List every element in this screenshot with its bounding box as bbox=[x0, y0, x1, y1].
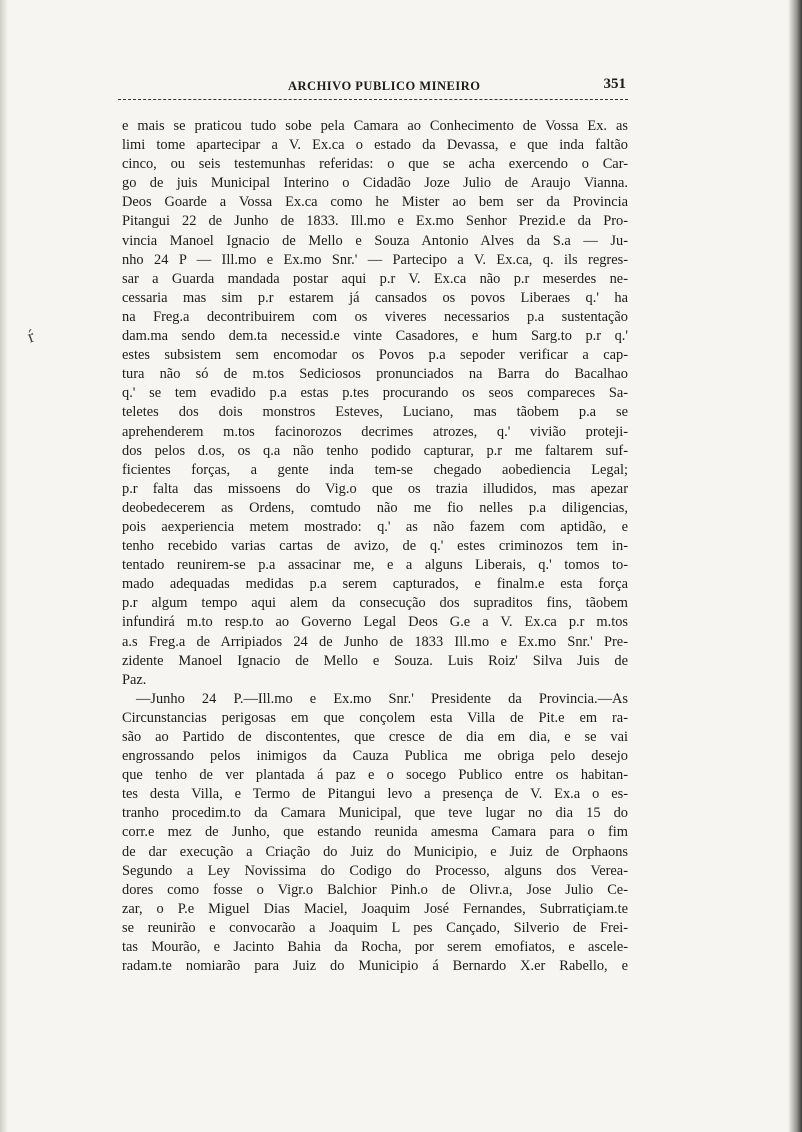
text-line: engrossando pelos inimigos da Cauza Publica me obriga pelo desejo bbox=[122, 748, 628, 765]
text-line: vincia Manoel Ignacio de Mello e Souza Antonio Alves da S.a — Ju- bbox=[122, 232, 628, 249]
text-line: dam.ma sendo dem.ta necessid.e vinte Casadores, e hum Sarg.to p.r q.' bbox=[122, 328, 628, 345]
page-edge-right bbox=[788, 0, 802, 1132]
text-line: pois aexperiencia metem mostrado: q.' as não fazem com aptidão, e bbox=[122, 518, 628, 535]
text-line: go de juis Municipal Interino o Cidadão Joze Julio de Araujo Vianna. bbox=[122, 175, 628, 192]
text-line: dores como fosse o Vigr.o Balchior Pinh.o de Olivr.a, Jose Julio Ce- bbox=[122, 881, 628, 898]
text-line: dos pelos d.os, os q.a não tenho podido capturar, p.r me faltarem suf- bbox=[122, 442, 628, 459]
text-line: corr.e mez de Junho, que estando reunida amesma Camara para o fim bbox=[122, 824, 628, 841]
text-line: são ao Partido de discontentes, que cresce de dia em dia, e se vai bbox=[122, 729, 628, 745]
text-line: se reunirão e convocarão a Joaquim L pes Cançado, Silverio de Frei- bbox=[122, 919, 628, 936]
text-line: p.r falta das missoens do Vig.o que os trazia illudidos, mas apezar bbox=[122, 480, 628, 497]
text-line: e mais se praticou tudo sobe pela Camara ao Conhecimento de Vossa Ex. as bbox=[122, 118, 628, 134]
text-line: sar a Guarda mandada postar aqui p.r V. Ex.ca não p.r meserdes ne- bbox=[122, 270, 628, 287]
header-rule bbox=[118, 99, 628, 100]
page-edge-left bbox=[0, 0, 8, 1132]
text-line: nho 24 P — Ill.mo e Ex.mo Snr.' — Partecipo a V. Ex.ca, q. ils regres- bbox=[122, 251, 628, 268]
text-line: teletes dos dois monstros Esteves, Luciano, mas tãobem p.a se bbox=[122, 404, 628, 421]
text-line: aprehenderem m.tos facinorozos decrimes atrozes, q.' vivião proteji- bbox=[122, 423, 628, 440]
body-text bbox=[122, 117, 628, 976]
text-line: zar, o P.e Miguel Dias Maciel, Joaquim José Fernandes, Subrratiçiam.te bbox=[122, 900, 628, 917]
margin-mark: ŕ bbox=[24, 325, 38, 347]
text-line: cinco, ou seis testemunhas referidas: o que se acha exercendo o Car- bbox=[122, 156, 628, 173]
text-line: Circunstancias perigosas em que conçolem esta Villa de Pit.e em ra- bbox=[122, 709, 628, 726]
text-line: p.r algum tempo aqui alem da consecução dos supraditos fins, tãobem bbox=[122, 595, 628, 612]
text-line: ficientes forças, a gente inda tem-se chegado aobediencia Legal; bbox=[122, 461, 628, 478]
text-line: tura não só de m.tos Sediciosos pronunciados na Barra do Bacalhao bbox=[122, 366, 628, 383]
text-line: Segundo a Ley Novissima do Codigo do Processo, alguns dos Verea- bbox=[122, 862, 628, 879]
text-line: Deos Goarde a Vossa Ex.ca como he Mister ao bem ser da Provincia bbox=[122, 194, 628, 211]
text-line: estes subsistem sem encomodar os Povos p.a sepoder verificar a cap- bbox=[122, 347, 628, 364]
text-line: que tenho de ver plantada á paz e o socego Publico entre os habitan- bbox=[122, 767, 628, 784]
text-line: a.s Freg.a de Arripiados 24 de Junho de 1833 Ill.mo e Ex.mo Snr.' Pre- bbox=[122, 633, 628, 650]
text-line: na Freg.a decontribuirem com os viveres necessarios p.a sustentação bbox=[122, 308, 628, 325]
text-line: mado adequadas medidas p.a serem capturados, e finalm.e esta força bbox=[122, 576, 628, 593]
text-line: tentado reunirem-se p.a assacinar me, e a alguns Liberais, q.' tomos to- bbox=[122, 557, 628, 574]
text-line: tes desta Villa, e Termo de Pitangui levo a presença de V. Ex.a o es- bbox=[122, 786, 628, 803]
text-line: infundirá m.to resp.to ao Governo Legal Deos G.e a V. Ex.ca p.r m.tos bbox=[122, 614, 628, 631]
text-line: cessaria mas sim p.r estarem já cansados os povos Liberaes q.' ha bbox=[122, 289, 628, 306]
text-line: tenho recebido varias cartas de avizo, de q.' estes criminozos tem in- bbox=[122, 538, 628, 555]
running-head: ARCHIVO PUBLICO MINEIRO bbox=[288, 79, 481, 93]
text-line: Pitangui 22 de Junho de 1833. Ill.mo e Ex.mo Senhor Prezid.e da Pro- bbox=[122, 213, 628, 230]
text-line: deobedecerem as Ordens, comtudo não me fio nelles p.a diligencias, bbox=[122, 499, 628, 516]
text-line: Paz. bbox=[122, 671, 147, 688]
text-line: tranho procedim.to da Camara Municipal, que teve lugar no dia 15 do bbox=[122, 805, 628, 822]
page-number: 351 bbox=[603, 76, 626, 92]
text-line: zidente Manoel Ignacio de Mello e Souza. Luis Roiz' Silva Juis de bbox=[122, 652, 628, 669]
text-line: tas Mourão, e Jacinto Bahia da Rocha, por serem emofiatos, e ascele- bbox=[122, 939, 628, 956]
text-line: radam.te nomiarão para Juiz do Municipio á Bernardo X.er Rabello, e bbox=[122, 958, 628, 975]
page-header bbox=[118, 74, 630, 98]
text-line: de dar execução a Criação do Juiz do Municipio, e Juiz de Orphaons bbox=[122, 843, 628, 860]
text-line: q.' se tem evadido p.a estas p.tes procurando os seos compareces Sa- bbox=[122, 385, 628, 402]
text-line: —Junho 24 P.—Ill.mo e Ex.mo Snr.' Presidente da Provincia.—As bbox=[136, 690, 628, 707]
text-line: limi tome apartecipar a V. Ex.ca o estado da Devassa, e que inda faltão bbox=[122, 137, 628, 154]
